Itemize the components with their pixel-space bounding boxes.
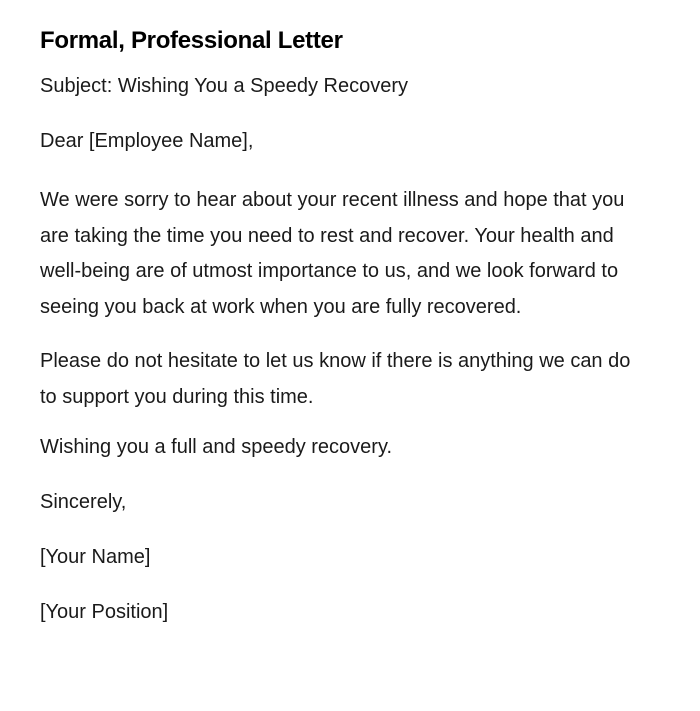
closing-wish: Wishing you a full and speedy recovery. xyxy=(40,436,393,458)
signature-name: [Your Name] xyxy=(40,546,151,568)
salutation: Dear [Employee Name], xyxy=(40,130,254,152)
body-paragraph-2: Please do not hesitate to let us know if there is anything we can do to support you during this time. xyxy=(40,350,631,408)
signature-position: [Your Position] xyxy=(40,601,169,623)
letter-document xyxy=(40,26,640,654)
document-title: Formal, Professional Letter xyxy=(40,27,343,54)
subject-line: Subject: Wishing You a Speedy Recovery xyxy=(40,75,408,97)
body-paragraph-1: We were sorry to hear about your recent illness and hope that you are taking the time you need to rest and recover. Your health and well-being are of utmost importance to us, and we look forward to seeing you back at work when you are fully recovered. xyxy=(40,189,625,318)
closing-signoff: Sincerely, xyxy=(40,491,127,513)
